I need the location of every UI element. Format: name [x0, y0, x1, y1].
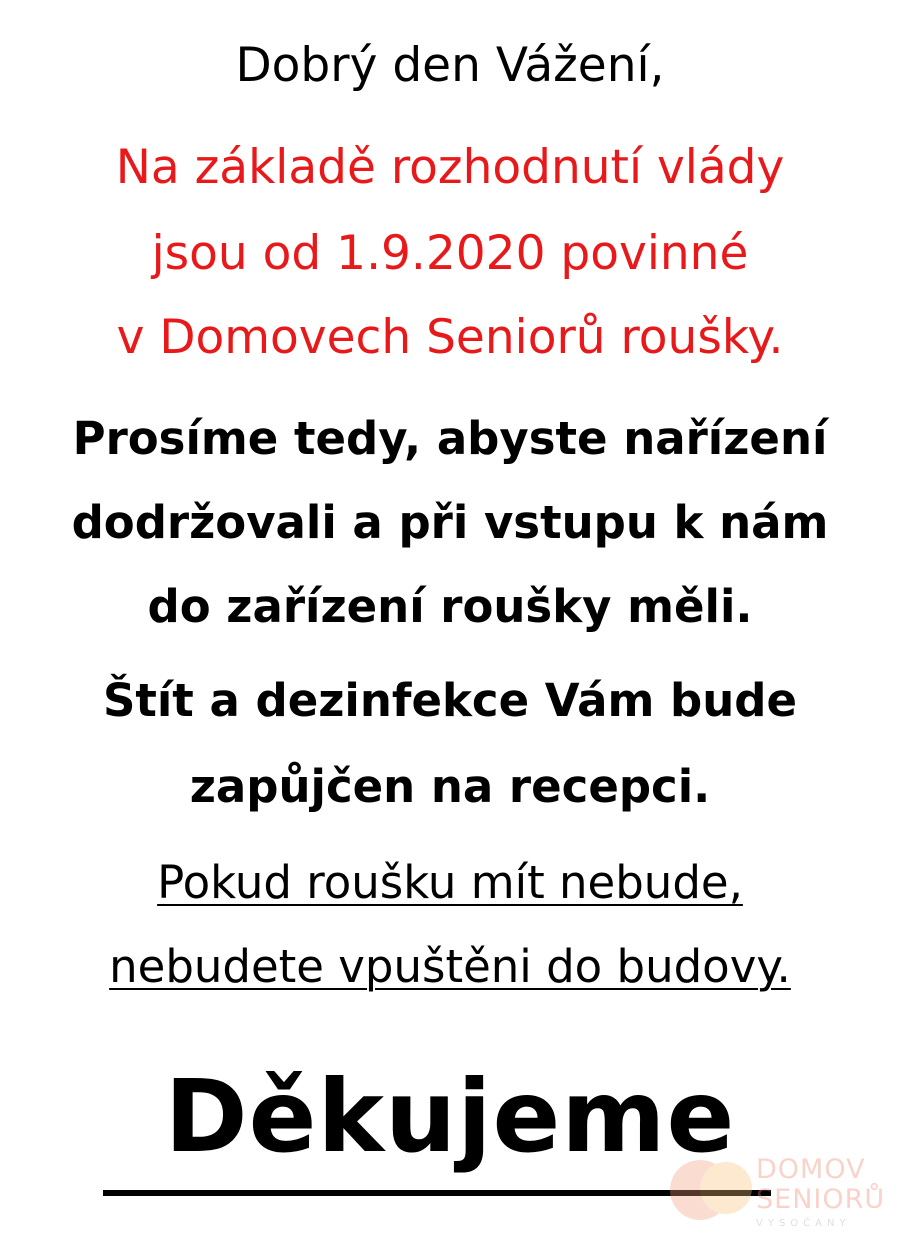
thanks-heading: Děkujeme — [164, 1058, 736, 1175]
greeting-text: Dobrý den Vážení, — [235, 38, 665, 93]
logo-circle-icon — [700, 1162, 752, 1214]
red-line-3: v Domovech Seniorů roušky. — [116, 310, 784, 365]
underlined-line-1: Pokud roušku mít nebude, — [157, 856, 743, 909]
bold-line-5: zapůjčen na recepci. — [189, 760, 711, 813]
red-line-1: Na základě rozhodnutí vlády — [115, 140, 785, 195]
underlined-line-2: nebudete vpuštěni do budovy. — [109, 940, 791, 993]
logo-line-3: VYSOČANY — [756, 1218, 851, 1229]
bold-line-3: do zařízení roušky měli. — [147, 580, 753, 633]
logo-line-2: SENIORŮ — [756, 1184, 886, 1215]
bold-line-4: Štít a dezinfekce Vám bude — [102, 674, 798, 727]
bold-line-1: Prosíme tedy, abyste nařízení — [72, 412, 828, 465]
domov-seniory-logo — [660, 1152, 890, 1242]
bold-line-2: dodržovali a při vstupu k nám — [71, 496, 829, 549]
red-line-2: jsou od 1.9.2020 povinné — [151, 226, 749, 281]
logo-line-1: DOMOV — [756, 1154, 866, 1185]
